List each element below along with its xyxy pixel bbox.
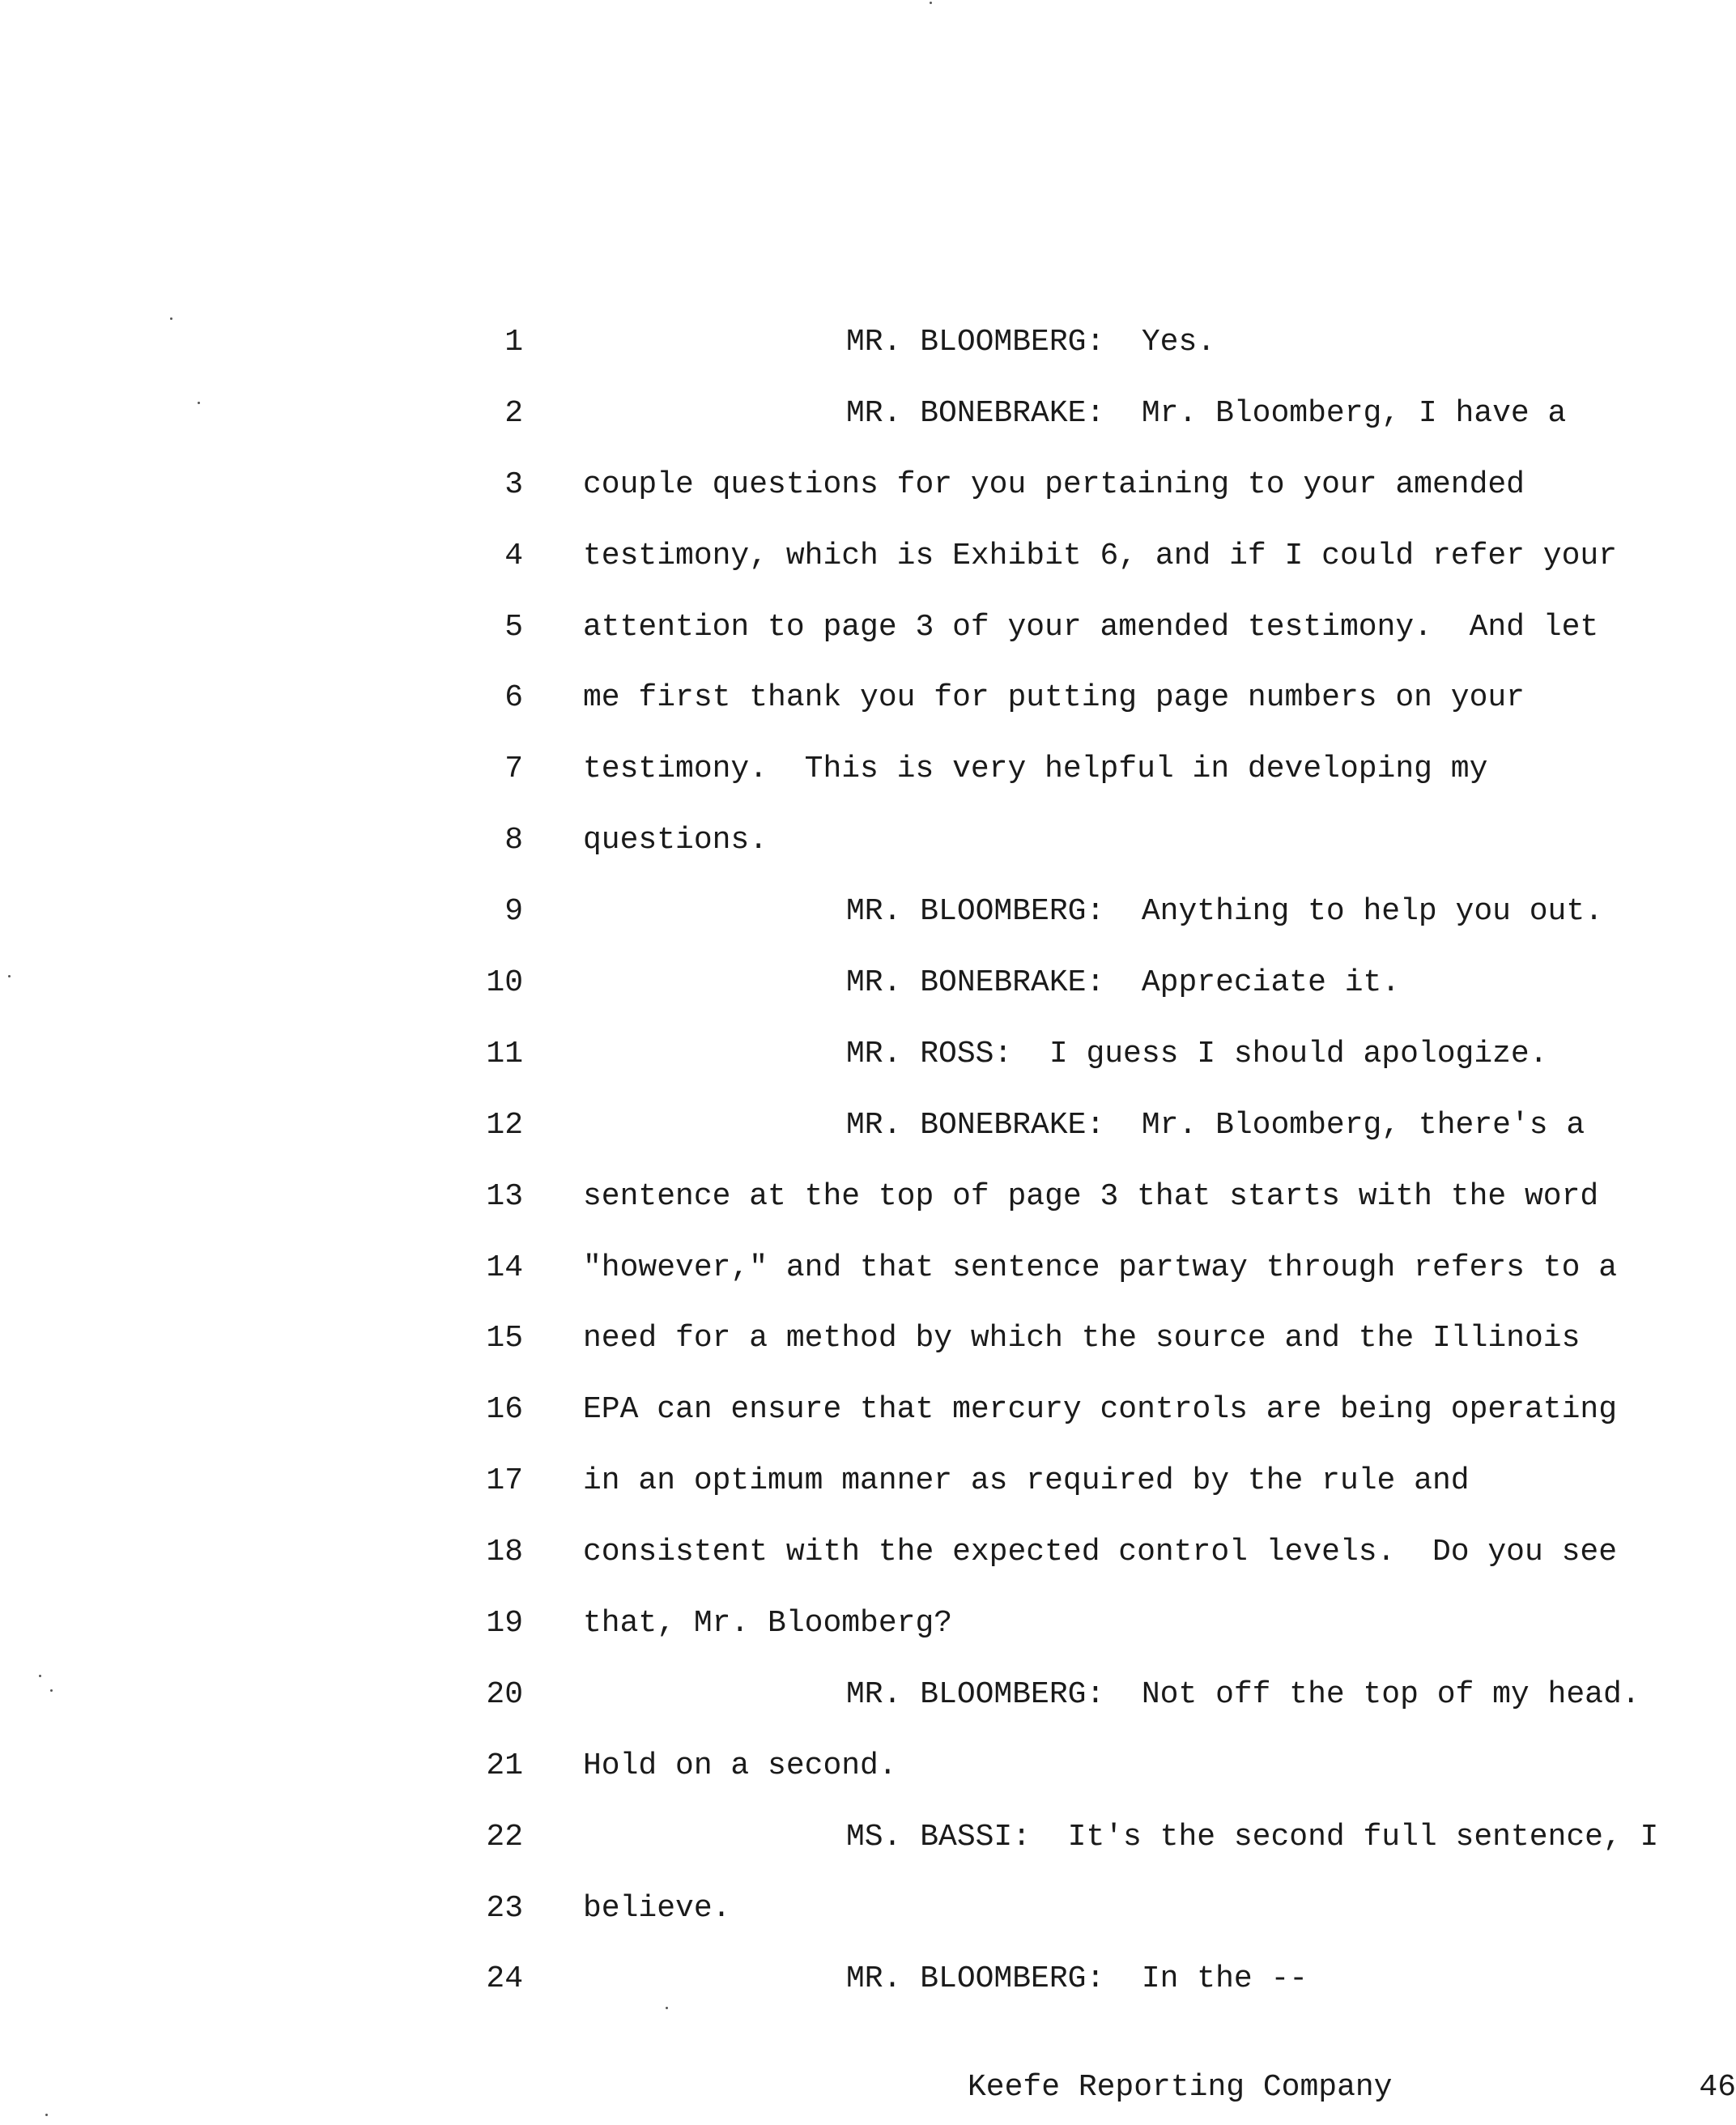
line-text: MS. BASSI: It's the second full sentence, I <box>846 1819 1659 1855</box>
line-number: 11 <box>486 1036 523 1071</box>
transcript-line <box>0 1595 1736 1667</box>
transcript-line <box>0 1951 1736 2022</box>
scan-speck <box>930 2 932 4</box>
transcript-line <box>0 385 1736 457</box>
transcript-line <box>0 1809 1736 1880</box>
transcript-line <box>0 884 1736 955</box>
line-text: questions. <box>583 823 768 858</box>
line-text: MR. BLOOMBERG: In the -- <box>846 1961 1308 1997</box>
line-number: 5 <box>504 609 523 645</box>
line-number: 19 <box>486 1606 523 1642</box>
line-text: MR. BONEBRAKE: Mr. Bloomberg, there's a <box>846 1107 1585 1143</box>
transcript-line <box>0 528 1736 599</box>
reporting-company: Keefe Reporting Company <box>968 2070 1393 2105</box>
transcript-line <box>0 1524 1736 1595</box>
line-number: 18 <box>486 1535 523 1570</box>
line-text: attention to page 3 of your amended testimony. And let <box>583 609 1599 645</box>
transcript-line <box>0 1097 1736 1169</box>
transcript-line <box>0 741 1736 812</box>
line-number: 3 <box>504 466 523 502</box>
transcript-line <box>0 812 1736 884</box>
line-number: 20 <box>486 1676 523 1712</box>
line-text: that, Mr. Bloomberg? <box>583 1606 953 1642</box>
line-number: 15 <box>486 1321 523 1356</box>
transcript-line <box>0 457 1736 528</box>
line-number: 1 <box>504 325 523 360</box>
transcript-line <box>0 670 1736 741</box>
line-number: 9 <box>504 894 523 930</box>
line-number: 23 <box>486 1890 523 1926</box>
line-text: MR. BLOOMBERG: Yes. <box>846 325 1216 360</box>
line-text: sentence at the top of page 3 that starts with the word <box>583 1178 1599 1214</box>
line-text: MR. ROSS: I guess I should apologize. <box>846 1036 1548 1071</box>
line-text: testimony, which is Exhibit 6, and if I could refer your <box>583 538 1618 573</box>
line-number: 17 <box>486 1463 523 1499</box>
transcript-line <box>0 1453 1736 1524</box>
transcript-line <box>0 1880 1736 1952</box>
transcript-line <box>0 599 1736 671</box>
line-number: 21 <box>486 1748 523 1783</box>
line-number: 12 <box>486 1107 523 1143</box>
line-number: 4 <box>504 538 523 573</box>
line-text: need for a method by which the source and the Illinois <box>583 1321 1581 1356</box>
line-number: 10 <box>486 965 523 1001</box>
line-number: 6 <box>504 680 523 716</box>
line-text: me first thank you for putting page numbers on your <box>583 680 1525 716</box>
line-text: MR. BLOOMBERG: Anything to help you out. <box>846 894 1603 930</box>
transcript-line <box>0 1667 1736 1738</box>
transcript-line <box>0 1738 1736 1809</box>
scan-speck <box>45 2114 48 2116</box>
line-number: 8 <box>504 823 523 858</box>
line-text: testimony. This is very helpful in developing my <box>583 752 1488 787</box>
line-text: in an optimum manner as required by the rule and <box>583 1463 1470 1499</box>
line-text: MR. BONEBRAKE: Mr. Bloomberg, I have a <box>846 395 1567 431</box>
line-number: 22 <box>486 1819 523 1855</box>
transcript-line <box>0 1382 1736 1453</box>
line-text: believe. <box>583 1890 731 1926</box>
transcript-line <box>0 1240 1736 1311</box>
page-number: 46 <box>1699 2070 1736 2105</box>
transcript-line <box>0 1310 1736 1382</box>
transcript-line <box>0 955 1736 1026</box>
line-number: 16 <box>486 1392 523 1428</box>
line-text: MR. BONEBRAKE: Appreciate it. <box>846 965 1401 1001</box>
line-text: consistent with the expected control levels. Do you see <box>583 1535 1618 1570</box>
transcript-line <box>0 1169 1736 1240</box>
transcript-body <box>0 314 1736 2022</box>
line-text: Hold on a second. <box>583 1748 897 1783</box>
line-text: MR. BLOOMBERG: Not off the top of my head. <box>846 1676 1640 1712</box>
line-number: 14 <box>486 1250 523 1285</box>
line-number: 7 <box>504 752 523 787</box>
line-text: couple questions for you pertaining to your amended <box>583 466 1525 502</box>
line-number: 24 <box>486 1961 523 1997</box>
line-text: EPA can ensure that mercury controls are being operating <box>583 1392 1618 1428</box>
transcript-line <box>0 314 1736 385</box>
line-number: 2 <box>504 395 523 431</box>
line-number: 13 <box>486 1178 523 1214</box>
transcript-line <box>0 1026 1736 1097</box>
line-text: "however," and that sentence partway through refers to a <box>583 1250 1618 1285</box>
